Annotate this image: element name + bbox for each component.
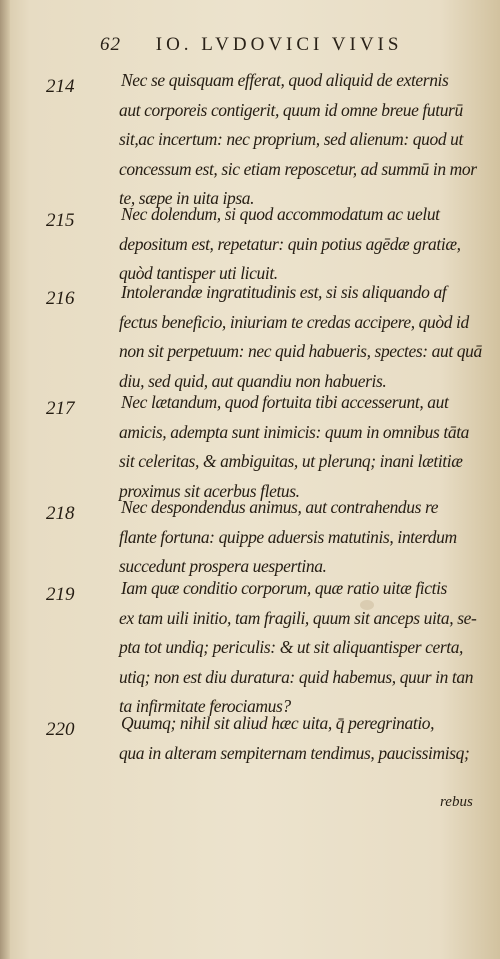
text-line: amicis, adempta sunt inimicis: quum in omnibus tāta	[119, 421, 470, 442]
text-line: sit celeritas, & ambiguitas, ut plerunq; inani lætitiæ	[119, 451, 463, 471]
text-line: pta tot undiq; periculis: & ut sit aliquantisper certa,	[119, 637, 464, 657]
entry-number: 218	[46, 503, 75, 524]
text-line: Intolerandæ ingratitudinis est, si sis aliquando af	[121, 282, 447, 302]
text-line: Nec dolendum, si quod accommodatum ac uelut	[121, 204, 440, 224]
page-gutter	[0, 0, 10, 959]
text-line: Nec se quisquam efferat, quod aliquid de externis	[121, 70, 449, 90]
text-line: ex tam uili initio, tam fragili, quum sit anceps uita, se-	[119, 607, 477, 628]
entry-number: 219	[46, 584, 75, 605]
entry-number: 216	[46, 288, 75, 309]
entry-number: 220	[46, 719, 75, 740]
text-line: ta infirmitate ferociamus?	[119, 696, 291, 716]
catchword: rebus	[440, 794, 473, 810]
text-line: qua in alteram sempiternam tendimus, paucissimisq;	[119, 742, 470, 763]
page-number: 62	[100, 34, 121, 55]
text-line: quòd tantisper uti licuit.	[119, 263, 278, 283]
running-header	[100, 34, 402, 56]
text-line: depositum est, repetatur: quin potius agēdæ gratiæ,	[119, 233, 461, 254]
text-line: non sit perpetuum: nec quid habueris, spectes: aut quā	[119, 341, 482, 361]
text-line: sit,ac incertum: nec proprium, sed alienum: quod ut	[119, 129, 463, 149]
text-line: diu, sed quid, aut quandiu non habueris.	[119, 370, 387, 391]
text-line: Iam quæ conditio corporum, quæ ratio uitæ fictis	[121, 578, 447, 598]
text-line: fectus beneficio, iniuriam te credas accipere, quòd id	[119, 311, 469, 332]
entry-number: 214	[46, 76, 75, 97]
text-line: aut corporeis contigerit, quum id omne breue futurū	[119, 99, 463, 120]
text-line: concessum est, sic etiam reposcetur, ad summū in mor	[119, 158, 477, 179]
running-title: IO. LVDOVICI VIVIS	[155, 34, 403, 55]
text-line: succedunt prospera uespertina.	[119, 556, 327, 576]
text-line: proximus sit acerbus fletus.	[119, 480, 300, 501]
entry-number: 217	[46, 398, 75, 419]
text-line: Nec despondendus animus, aut contrahendus re	[121, 497, 439, 517]
text-line: flante fortuna: quippe aduersis matutinis, interdum	[119, 526, 457, 547]
text-line: utiq; non est diu duratura: quid habemus, quur in tan	[119, 666, 474, 687]
text-line: Quumq; nihil sit aliud hæc uita, q̄ peregrinatio,	[121, 713, 435, 733]
text-line: te, sæpe in uita ipsa.	[119, 188, 255, 208]
entry-number: 215	[46, 210, 75, 231]
text-line: Nec lætandum, quod fortuita tibi accesserunt, aut	[121, 392, 449, 412]
